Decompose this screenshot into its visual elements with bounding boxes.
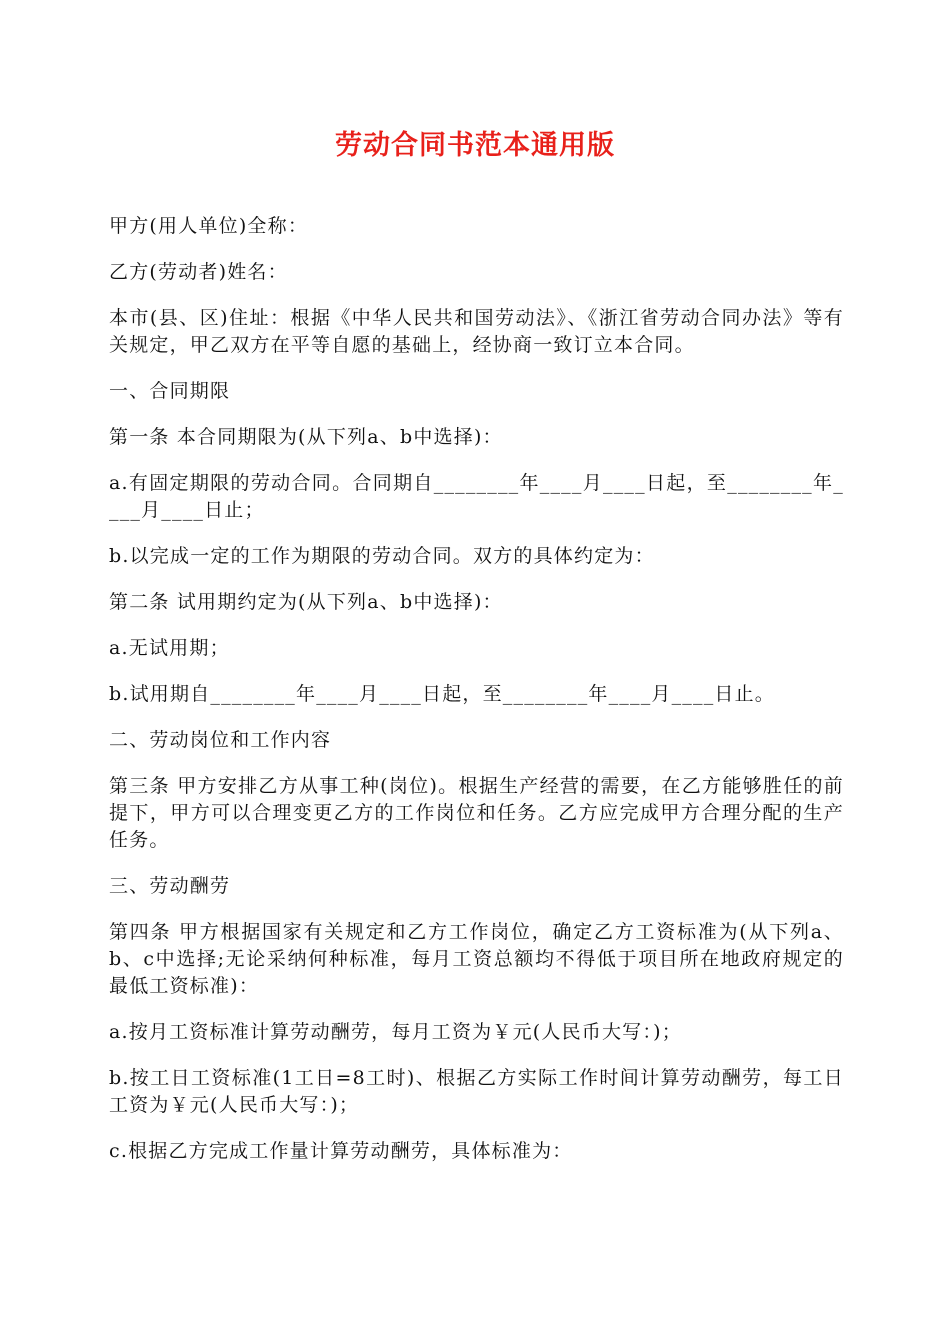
party-b-name-line: 乙方(劳动者)姓名：: [109, 261, 288, 283]
article-2: 第二条 试用期约定为(从下列a、b中选择)：: [109, 591, 503, 613]
section-heading-position: 二、劳动岗位和工作内容: [109, 729, 332, 751]
document-title: 劳动合同书范本通用版: [335, 130, 615, 161]
article-4-option-a: a.按月工资标准计算劳动酬劳，每月工资为￥元(人民币大写：)；: [109, 1021, 682, 1043]
party-a-name-line: 甲方(用人单位)全称：: [109, 215, 309, 237]
section-heading-remuneration: 三、劳动酬劳: [109, 875, 231, 897]
article-1: 第一条 本合同期限为(从下列a、b中选择)：: [109, 426, 503, 448]
section-heading-contract-term: 一、合同期限: [109, 380, 231, 402]
document-body: [109, 213, 844, 1184]
article-4: 第四条 甲方根据国家有关规定和乙方工作岗位，确定乙方工资标准为(从下列a、b、c中选择;无论采纳何种标准，每月工资总额均不得低于项目所在地政府规定的最低工资标准)：: [109, 921, 844, 997]
article-1-option-a: a.有固定期限的劳动合同。合同期自________年____月____日起，至________年____月____日止；: [109, 472, 844, 521]
article-4-option-c: c.根据乙方完成工作量计算劳动酬劳，具体标准为：: [109, 1140, 573, 1162]
article-4-option-b: b.按工日工资标准(1工日=8工时)、根据乙方实际工作时间计算劳动酬劳，每工日工资为￥元(人民币大写：)；: [109, 1067, 844, 1116]
address-preamble: 本市(县、区)住址：根据《中华人民共和国劳动法》、《浙江省劳动合同办法》等有关规定，甲乙双方在平等自愿的基础上，经协商一致订立本合同。: [109, 307, 844, 356]
article-3: 第三条 甲方安排乙方从事工种(岗位)。根据生产经营的需要，在乙方能够胜任的前提下，甲方可以合理变更乙方的工作岗位和任务。乙方应完成甲方合理分配的生产任务。: [109, 775, 844, 851]
article-1-option-b: b.以完成一定的工作为期限的劳动合同。双方的具体约定为：: [109, 545, 655, 567]
article-2-option-b: b.试用期自________年____月____日起，至________年____月____日止。: [109, 683, 776, 705]
article-2-option-a: a.无试用期；: [109, 637, 230, 659]
